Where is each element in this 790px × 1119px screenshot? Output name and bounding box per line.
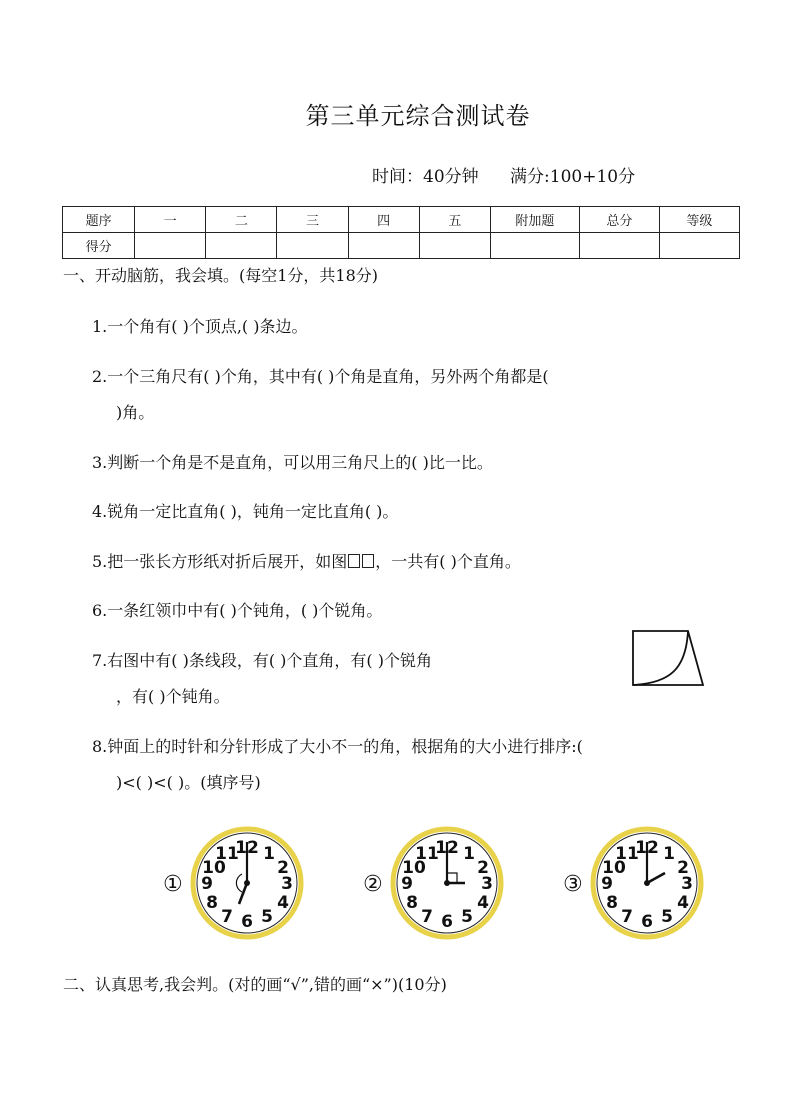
score-header-cell: 一	[135, 207, 206, 233]
clock-1-num-12: 12	[235, 838, 259, 858]
question-8-line-1: 8.钟面上的时针和分针形成了大小不一的角，根据角的大小进行排序:(	[92, 737, 583, 756]
score-header-cell: 二	[206, 207, 277, 233]
clock-2-num-10: 10	[402, 858, 426, 878]
clock-3-num-5: 5	[661, 907, 673, 927]
clock-3-num-10: 10	[602, 858, 626, 878]
clock-1-num-7: 7	[221, 907, 233, 927]
time-limit: 时间：40分钟	[372, 167, 479, 187]
clock-1-num-4: 4	[277, 893, 289, 913]
clock-1-num-1: 1	[263, 844, 275, 864]
clock-2-num-3: 3	[481, 874, 493, 894]
score-cell[interactable]	[579, 233, 659, 259]
clock-2-num-5: 5	[461, 907, 473, 927]
question-5-text-b: ，一共有( )个直角。	[375, 552, 521, 571]
clock-2-num-12: 12	[435, 838, 459, 858]
score-cell[interactable]	[348, 233, 419, 259]
score-cell[interactable]	[659, 233, 739, 259]
clock-2-num-2: 2	[477, 858, 489, 878]
clock-1-num-2: 2	[277, 858, 289, 878]
clock-2-num-1: 1	[463, 844, 475, 864]
score-cell[interactable]	[419, 233, 490, 259]
score-header-cell: 四	[348, 207, 419, 233]
clock-1-num-6: 6	[241, 912, 253, 932]
clock-3-num-11: 11	[615, 844, 639, 864]
score-table-score-row	[63, 233, 740, 259]
clock-3-num-1: 1	[663, 844, 675, 864]
score-row-label: 得分	[63, 233, 135, 259]
clock-1-num-10: 10	[202, 858, 226, 878]
clock-3-num-7: 7	[621, 907, 633, 927]
clock-1-label: ①	[163, 872, 183, 897]
clock-1-num-8: 8	[206, 893, 218, 913]
clock-3	[590, 826, 704, 940]
section-2-heading: 二、认真思考,我会判。(对的画“√”,错的画“×”)(10分)	[63, 975, 447, 994]
clock-1-num-3: 3	[281, 874, 293, 894]
question-1: 1.一个角有( )个顶点,( )条边。	[92, 317, 308, 336]
clock-3-num-8: 8	[606, 893, 618, 913]
question-3: 3.判断一个角是不是直角，可以用三角尺上的( )比一比。	[92, 453, 493, 472]
clock-1	[190, 826, 304, 940]
clock-3-num-12: 12	[635, 838, 659, 858]
clock-2-num-7: 7	[421, 907, 433, 927]
score-cell[interactable]	[135, 233, 206, 259]
clock-3-num-6: 6	[641, 912, 653, 932]
clock-2-num-11: 11	[415, 844, 439, 864]
full-score: 满分:100+10分	[510, 167, 636, 187]
score-header-cell: 三	[277, 207, 348, 233]
clock-2-num-9: 9	[401, 874, 413, 894]
question-6: 6.一条红领巾中有( )个钝角，( )个锐角。	[92, 601, 383, 620]
clock-2-num-6: 6	[441, 912, 453, 932]
score-header-cell: 总分	[579, 207, 659, 233]
question-2-line-1: 2.一个三角尺有( )个角，其中有( )个角是直角，另外两个角都是(	[92, 367, 549, 386]
page-title: 第三单元综合测试卷	[305, 102, 531, 130]
section-1-heading: 一、开动脑筋，我会填。(每空1分，共18分)	[63, 266, 379, 285]
clock-3-num-3: 3	[681, 874, 693, 894]
clock-2	[390, 826, 504, 940]
score-header-cell: 等级	[659, 207, 739, 233]
question-7-figure	[630, 629, 706, 689]
score-cell[interactable]	[277, 233, 348, 259]
score-table-header-row	[63, 207, 740, 233]
score-cell[interactable]	[206, 233, 277, 259]
score-header-cell: 五	[419, 207, 490, 233]
score-header-cell: 附加题	[490, 207, 579, 233]
question-2-line-2: )角。	[116, 403, 155, 422]
score-cell[interactable]	[490, 233, 579, 259]
question-7-line-2: ，有( )个钝角。	[116, 687, 230, 706]
question-7-line-1: 7.右图中有( )条线段，有( )个直角，有( )个锐角	[92, 651, 432, 670]
question-8-line-2: )<( )<( )。(填序号)	[116, 773, 261, 792]
exam-meta	[372, 162, 661, 187]
clock-3-num-4: 4	[677, 893, 689, 913]
clock-3-num-2: 2	[677, 858, 689, 878]
clock-2-num-8: 8	[406, 893, 418, 913]
score-header-cell: 题序	[63, 207, 135, 233]
folded-paper-figure	[347, 553, 375, 572]
clock-2-label: ②	[363, 872, 383, 897]
question-4: 4.锐角一定比直角( )，钝角一定比直角( )。	[92, 502, 399, 521]
clock-3-num-9: 9	[601, 874, 613, 894]
clock-1-num-9: 9	[201, 874, 213, 894]
clock-1-num-5: 5	[261, 907, 273, 927]
clock-2-num-4: 4	[477, 893, 489, 913]
score-table	[62, 206, 740, 259]
clock-1-num-11: 11	[215, 844, 239, 864]
clock-3-label: ③	[563, 872, 583, 897]
question-5-text-a: 5.把一张长方形纸对折后展开，如图	[92, 552, 348, 571]
question-5	[92, 549, 521, 572]
